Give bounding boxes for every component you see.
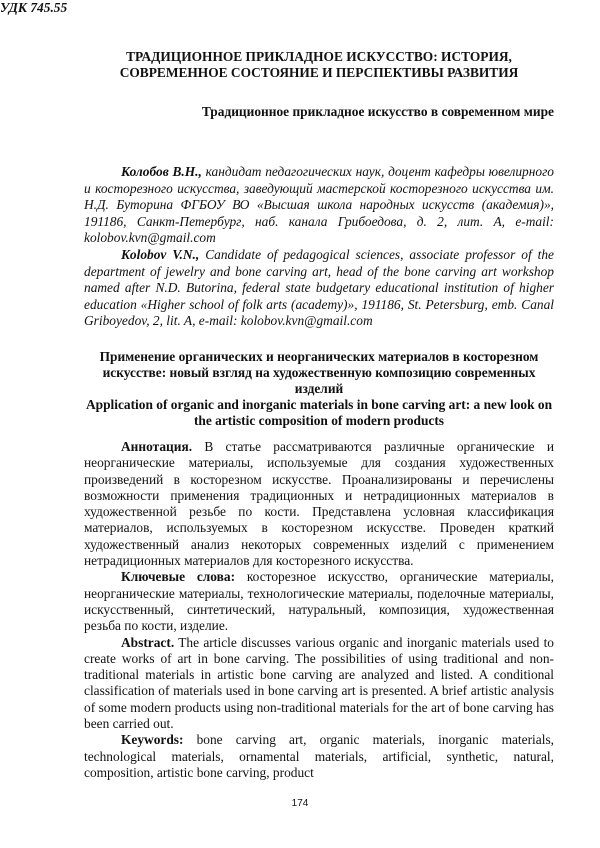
author-ru-name: Колобов В.Н., [121, 164, 202, 179]
author-en-info: Candidate of pedagogical sciences, associate professor of the department of jewelry and bone carving art, head of the bone carving art workshop named after N.D. Butorina, federal state budgetary educational institution of higher education «Higher school of folk arts (academy)», 191186, St. Petersburg, emb. Canal Griboyedov, 2, lit. A, e-mail: kolobov.kvn@gmail.com [84, 246, 554, 329]
abstract-en-label: Abstract. [121, 634, 175, 650]
page-number: 174 [291, 798, 309, 809]
author-en-name: Kolobov V.N., [121, 246, 200, 262]
keywords-ru-text: косторезное искусство, органические материалы, неорганические материалы, технологические материалы, поделочные материалы, искусственный, синтетический, натуральный, композиция, художественная резьба по кости, изделие. [84, 569, 554, 634]
udk-code: УДК 745.55 [0, 0, 68, 15]
section-title: Традиционное прикладное искусство в современном мире [201, 104, 554, 119]
author-ru-info: кандидат педагогических наук, доцент кафедры ювелирного и косторезного искусства, заведующий мастерской косторезного искусства им. Н.Д. Буторина ФГБОУ ВО «Высшая школа народных искусств (академия)», 191186, Санкт-Петербург, наб. канала Грибоедова, д. 2, лит. А, e-mail: kolobov.kvn@gmail.com [84, 164, 555, 246]
abstract-ru [84, 439, 554, 569]
keywords-ru-label: Ключевые слова: [121, 569, 236, 585]
author-ru-paragraph [84, 164, 554, 247]
keywords-en-text: bone carving art, organic materials, inorganic materials, technological materials, ornamental materials, artificial, synthetic, natural, composition, artistic bone carving, product [84, 732, 554, 780]
abstract-ru-label: Аннотация. [121, 439, 193, 454]
author-en-paragraph [84, 247, 554, 330]
abstract-ru-text: В статье рассматриваются различные органические и неорганические материалы, используемые для создания художественных произведений в косторезном искусстве. Проанализированы и перечислены возможности применения традиционных и нетрадиционных материалов в художественной резьбе по кости. Представлена условная классификация материалов, используемых в косторезном искусстве. Проведен краткий художественный анализ некоторых современных изделий с применением нетрадиционных материалов для косторезного искусства. [84, 439, 554, 569]
abstract-en-text: The article discusses various organic and inorganic materials used to create works of art in bone carving. The possibilities of using traditional and non-traditional materials in artistic bone carving are analyzed and listed. A conditional classification of materials used in bone carving art is presented. A brief artistic analysis of some modern products using non-traditional materials for the art of bone carving has been carried out. [84, 634, 554, 732]
keywords-en-label: Keywords: [121, 732, 184, 748]
abstract-en [84, 635, 554, 733]
author-info [84, 164, 554, 330]
keywords-en [84, 732, 554, 781]
abstract-section [84, 439, 554, 781]
article-title [84, 349, 554, 429]
article-title-en: Application of organic and inorganic materials in bone carving art: a new look on the artistic composition of modern products [85, 397, 553, 428]
conference-title: ТРАДИЦИОННОЕ ПРИКЛАДНОЕ ИСКУССТВО: ИСТОРИЯ, СОВРЕМЕННОЕ СОСТОЯНИЕ И ПЕРСПЕКТИВЫ РАЗВИТИЯ [119, 49, 519, 80]
keywords-ru [84, 569, 554, 634]
article-title-ru: Применение органических и неорганических материалов в косторезном искусстве: новый взгляд на художественную композицию современных изделий [99, 349, 539, 396]
